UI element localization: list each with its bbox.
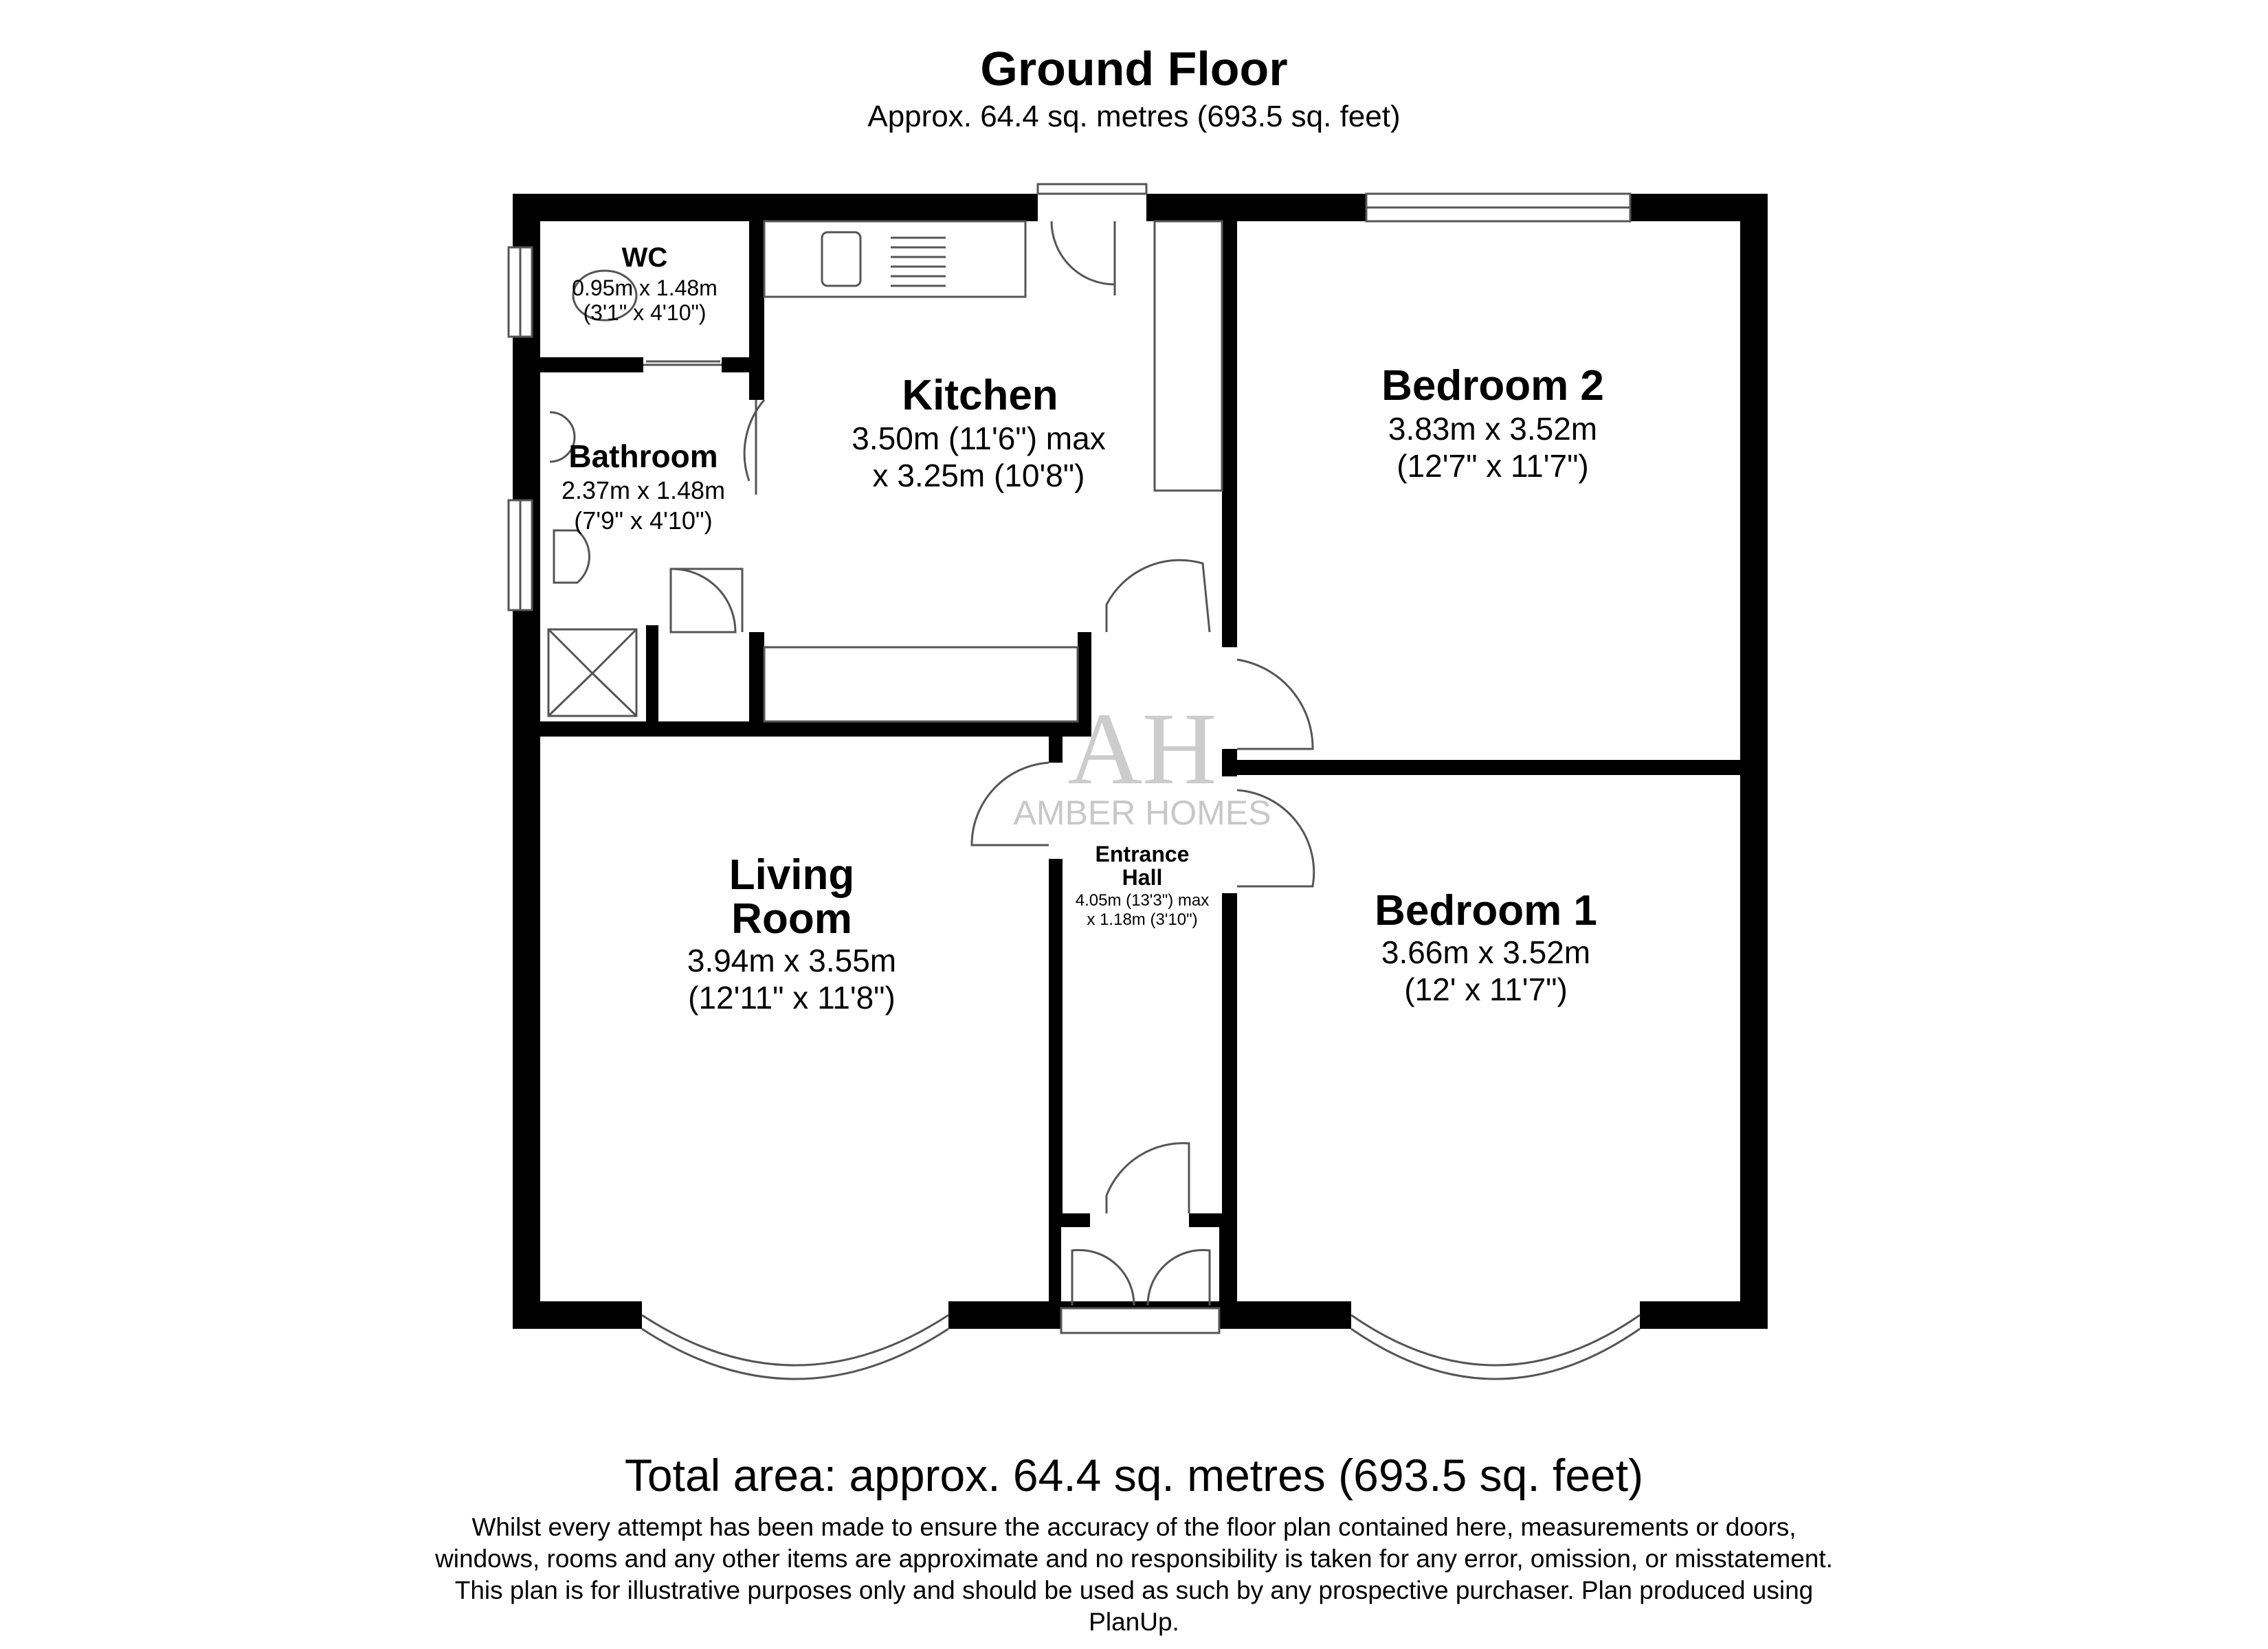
disclaimer [0, 1512, 2268, 1638]
wall-wc-right [749, 221, 764, 372]
wall-porch-right [1219, 1213, 1237, 1329]
bedroom2-size-m: 3.83m x 3.52m [1388, 411, 1598, 447]
bedroom1-name: Bedroom 1 [1375, 887, 1597, 934]
wall-bath-right-bottom [749, 632, 764, 735]
wc-size-ft: (3'1" x 4'10") [583, 300, 707, 325]
disclaimer-text: Whilst every attempt has been made to ensure the accuracy of the floor plan contained here, measurements or doors, windows, rooms and any other items are approximate and no responsibility is taken for any error, omission, or misstatement. This plan is for illustrative purposes only and should be used as such by any prospective purchaser. Plan produced using PlanUp. [435, 1513, 1833, 1636]
wall-hall-right [1222, 893, 1237, 1223]
wall-bedroom-divider [1237, 760, 1768, 775]
door-porch-right [1148, 1250, 1210, 1305]
porch-front-window [1061, 1308, 1219, 1333]
watermark-text: AMBER HOMES [1013, 794, 1271, 832]
floor-title: Ground Floor [980, 42, 1288, 96]
kitchen-counter-right [1155, 221, 1222, 491]
wall-top-left [513, 194, 1038, 221]
wall-bottom-living-right [948, 1301, 1061, 1329]
living-name-line1: Living [729, 851, 855, 899]
bedroom2-size-ft: (12'7" x 11'7") [1397, 448, 1589, 484]
bathroom-size-ft: (7'9" x 4'10") [574, 506, 713, 535]
living-size-ft: (12'11" x 11'8") [688, 980, 896, 1016]
wc-name: WC [621, 243, 668, 273]
kitchen-name: Kitchen [902, 372, 1058, 419]
hall-size-line1: 4.05m (13'3") max [1075, 891, 1210, 910]
wall-left [513, 194, 540, 1329]
wall-bottom-living-left [513, 1301, 642, 1329]
bay-window-living [642, 1329, 948, 1379]
kitchen-sink [822, 232, 860, 286]
floor-area-subtitle: Approx. 64.4 sq. metres (693.5 sq. feet) [867, 100, 1401, 133]
door-kitchen-hall [1107, 560, 1210, 632]
door-porch-left [1072, 1250, 1134, 1305]
watermark-monogram: AH [1067, 692, 1217, 806]
bathroom-size-m: 2.37m x 1.48m [561, 476, 726, 504]
room-labels [562, 243, 1604, 1016]
hall-name-line2: Hall [1122, 865, 1163, 890]
bedroom1-size-m: 3.66m x 3.52m [1381, 934, 1591, 970]
wall-bath-shower-divider [646, 625, 658, 721]
hall-size-line2: x 1.18m (3'10") [1087, 910, 1198, 929]
living-name-line2: Room [731, 895, 852, 943]
door-bath-storage [671, 569, 742, 632]
door-kitchen-back [1052, 221, 1115, 295]
kitchen-counter-bottom [764, 647, 1078, 721]
wall-bottom-bed1-right [1640, 1301, 1768, 1329]
wall-bottom-bed1-left [1232, 1301, 1351, 1329]
bathroom-name: Bathroom [568, 438, 718, 474]
door-entrance-inner [1107, 1143, 1189, 1213]
door-bathroom [744, 400, 764, 495]
wall-top-middle [1146, 194, 1366, 221]
wall-living-top [513, 721, 1091, 737]
kitchen-drainer [891, 238, 946, 286]
window-kitchen-door [1038, 184, 1146, 194]
hall-name-line1: Entrance [1095, 842, 1190, 866]
wall-hall-left-top [1049, 737, 1063, 763]
total-area: Total area: approx. 64.4 sq. metres (693.5 sq. feet) [624, 1450, 1644, 1501]
wall-porch-left [1049, 1213, 1061, 1329]
living-size-m: 3.94m x 3.55m [687, 943, 897, 978]
bedroom2-name: Bedroom 2 [1381, 362, 1604, 410]
wall-wc-bath-divider-right [722, 357, 764, 372]
door-bedroom2 [1237, 660, 1313, 749]
wc-size-m: 0.95m x 1.48m [572, 276, 718, 300]
wall-hall-left [1049, 859, 1063, 1223]
kitchen-size-line1: 3.50m (11'6") max [852, 420, 1106, 456]
wall-bath-right-top [749, 372, 764, 400]
bedroom1-size-ft: (12' x 11'7") [1404, 972, 1568, 1007]
wall-wc-bath-divider [540, 357, 643, 372]
bath-toilet [554, 530, 590, 583]
door-wc [643, 361, 722, 365]
wall-hall-right-top [1222, 221, 1237, 647]
bay-window-bedroom1 [1351, 1329, 1640, 1379]
wall-hall-right-mid [1222, 749, 1237, 776]
kitchen-size-line2: x 3.25m (10'8") [872, 458, 1085, 493]
